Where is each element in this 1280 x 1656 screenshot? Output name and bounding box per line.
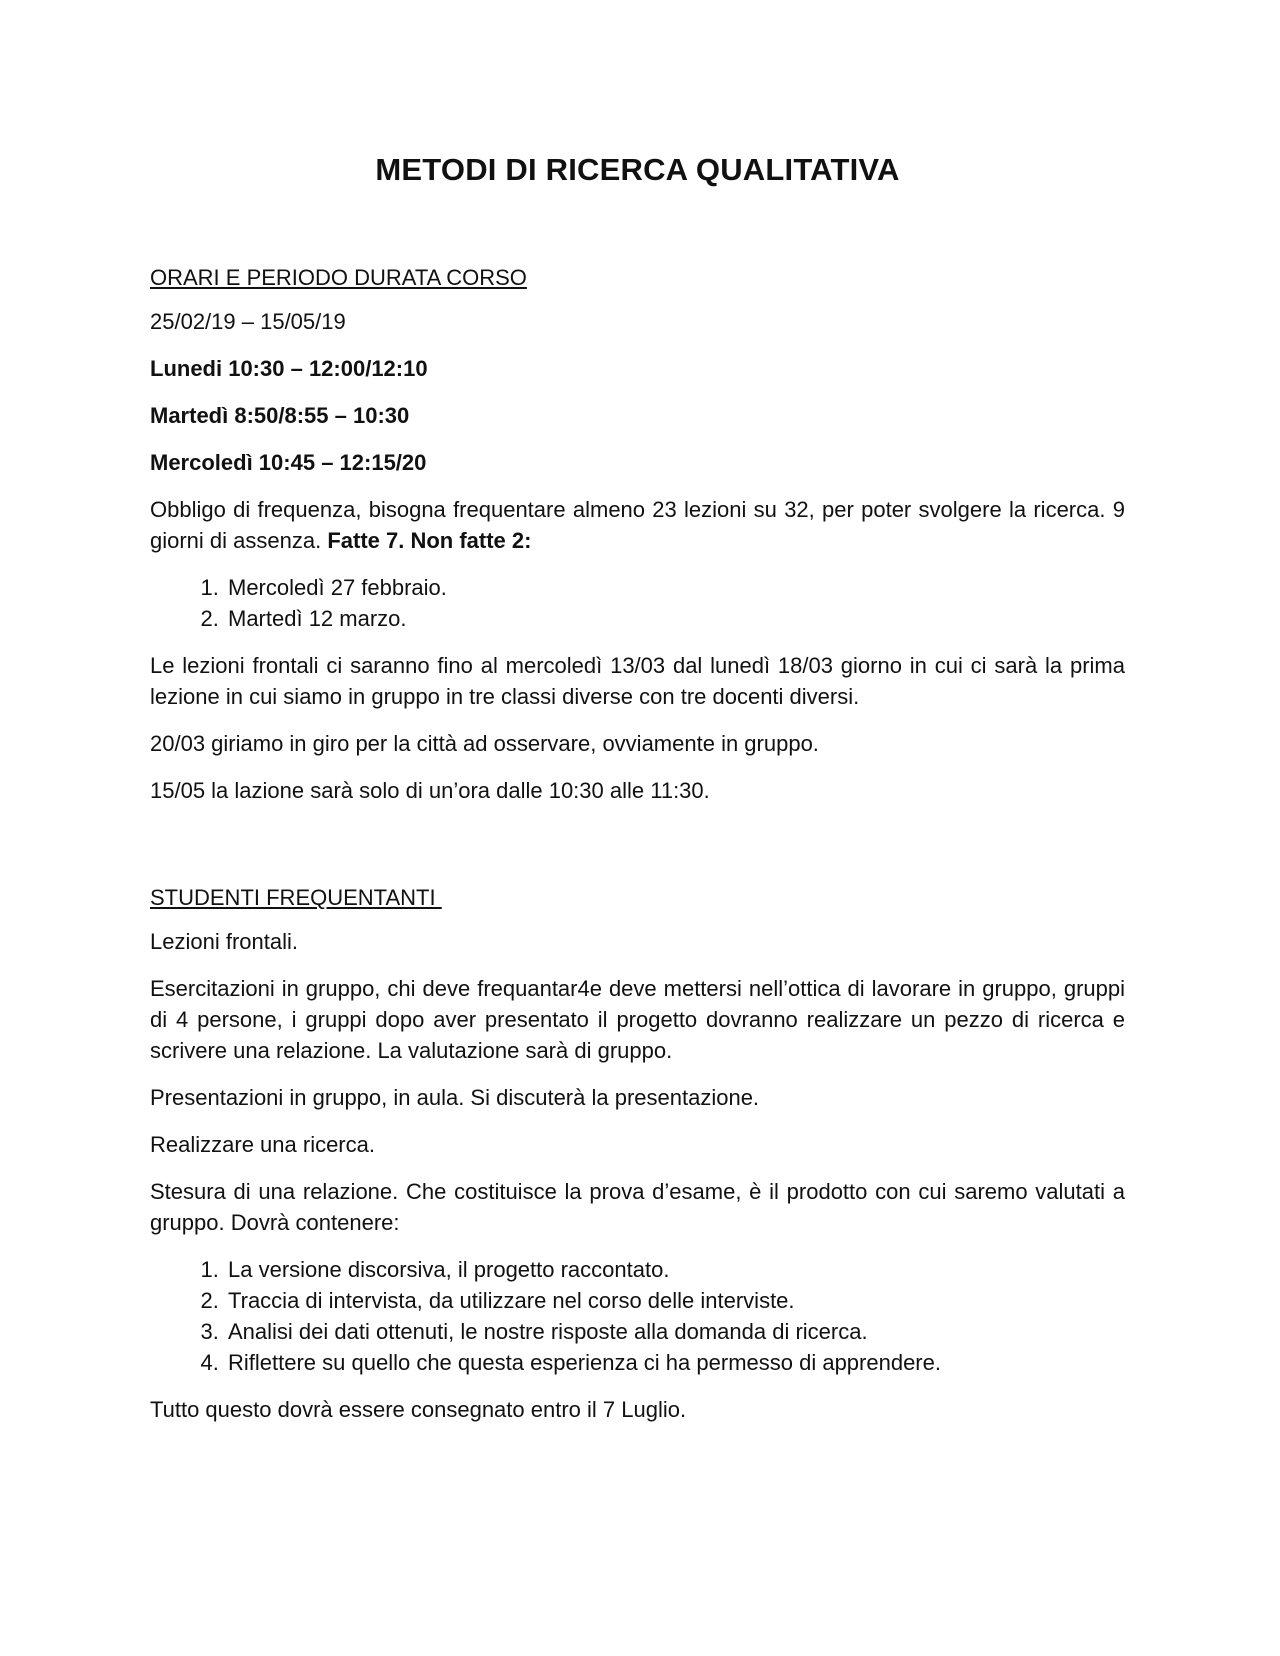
report-paragraph: Stesura di una relazione. Che costituisce la prova d’esame, è il prodotto con cui saremo valutati a gruppo. Dovrà contenere: — [150, 1179, 1125, 1235]
document-title: METODI DI RICERCA QUALITATIVA — [375, 152, 900, 187]
section-heading-studenti: STUDENTI FREQUENTANTI — [150, 885, 442, 910]
attendance-text: Obbligo di frequenza, bisogna frequentare almeno 23 lezioni su 32, per poter svolgere la ricerca. 9 giorni di assenza. — [150, 497, 1125, 553]
missed-lessons-list — [150, 572, 1125, 634]
schedule-monday: Lunedi 10:30 – 12:00/12:10 — [150, 356, 428, 381]
schedule-wednesday: Mercoledì 10:45 – 12:15/20 — [150, 450, 427, 475]
deadline-paragraph: Tutto questo dovrà essere consegnato entro il 7 Luglio. — [150, 1397, 687, 1422]
attendance-bold: Fatte 7. Non fatte 2: — [327, 528, 532, 553]
course-period: 25/02/19 – 15/05/19 — [150, 309, 346, 334]
schedule-tuesday: Martedì 8:50/8:55 – 10:30 — [150, 403, 410, 428]
list-item: 4. Riflettere su quello che questa esperienza ci ha permesso di apprendere. — [225, 1347, 1125, 1378]
list-item: 2. Martedì 12 marzo. — [225, 603, 1125, 634]
section-heading-orari: ORARI E PERIODO DURATA CORSO — [150, 265, 527, 290]
observation-paragraph: 20/03 giriamo in giro per la città ad osservare, ovviamente in gruppo. — [150, 731, 819, 756]
list-item: 1. Mercoledì 27 febbraio. — [225, 572, 1125, 603]
list-item: 3. Analisi dei dati ottenuti, le nostre risposte alla domanda di ricerca. — [225, 1316, 1125, 1347]
report-contents-list — [150, 1254, 1125, 1378]
spacer — [150, 822, 1125, 882]
document-body — [150, 146, 1125, 1441]
group-exercises-paragraph: Esercitazioni in gruppo, chi deve frequantar4e deve mettersi nell’ottica di lavorare in gruppo, gruppi di 4 persone, i gruppi dopo aver presentato il progetto dovranno realizzare un pezzo di ricerca e scrivere una relazione. La valutazione sarà di gruppo. — [150, 976, 1125, 1063]
last-lesson-paragraph: 15/05 la lazione sarà solo di un’ora dalle 10:30 alle 11:30. — [150, 778, 710, 803]
presentations-paragraph: Presentazioni in gruppo, in aula. Si discuterà la presentazione. — [150, 1085, 760, 1110]
attendance-paragraph — [150, 494, 1125, 556]
list-item: 2. Traccia di intervista, da utilizzare nel corso delle interviste. — [225, 1285, 1125, 1316]
list-item: 1. La versione discorsiva, il progetto raccontato. — [225, 1254, 1125, 1285]
frontal-lessons-paragraph: Lezioni frontali. — [150, 929, 298, 954]
research-paragraph: Realizzare una ricerca. — [150, 1132, 375, 1157]
lessons-paragraph: Le lezioni frontali ci saranno fino al mercoledì 13/03 dal lunedì 18/03 giorno in cui ci sarà la prima lezione in cui siamo in gruppo in tre classi diverse con tre docenti diversi. — [150, 653, 1125, 709]
